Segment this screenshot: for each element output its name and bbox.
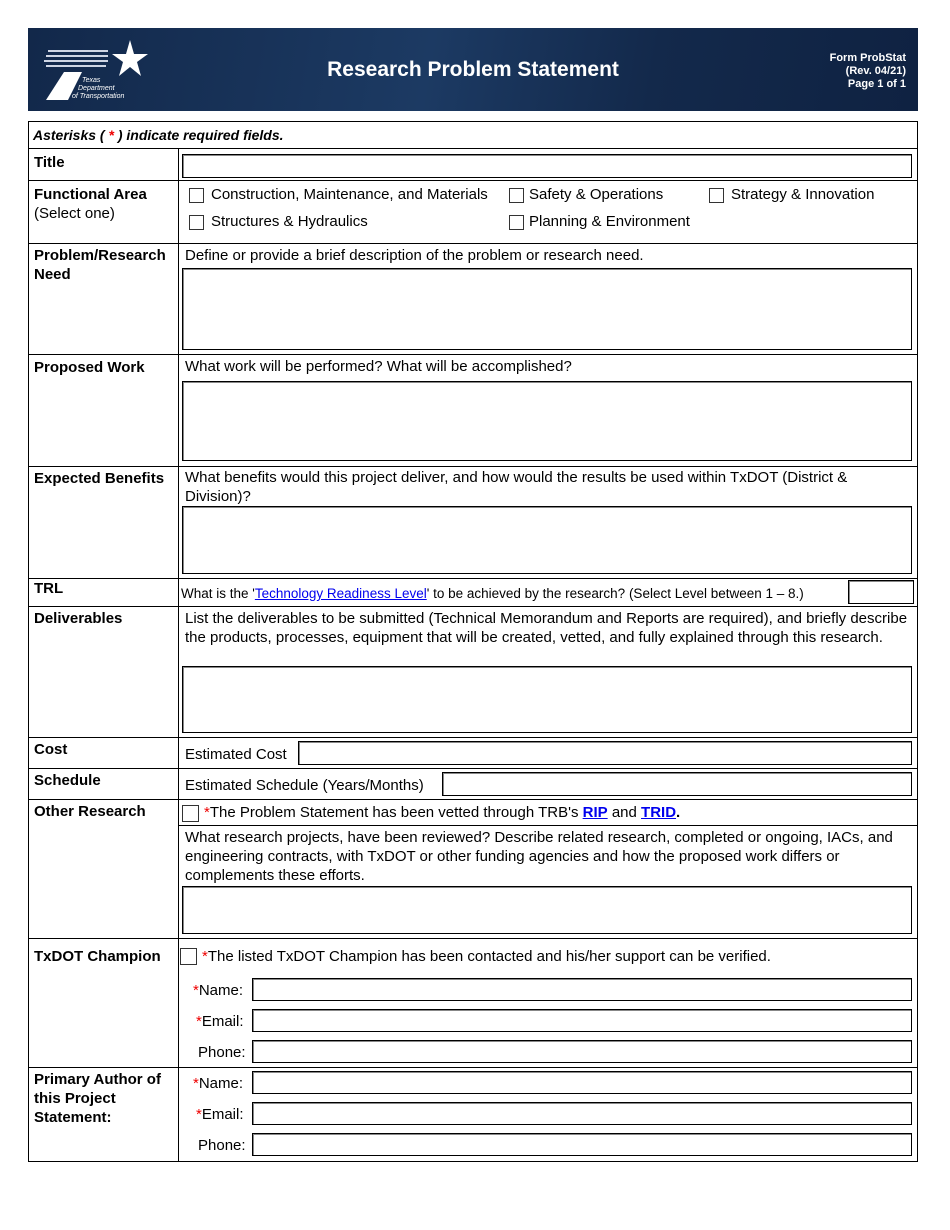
form-meta [830, 52, 906, 91]
cost-field-label: Estimated Cost [185, 746, 287, 763]
other-research-label: Other Research [34, 803, 146, 820]
trl-link[interactable]: Technology Readiness Level [254, 586, 427, 601]
checkbox-vetted[interactable] [182, 805, 199, 822]
proposed-label: Proposed Work [34, 359, 145, 376]
other-research-input[interactable] [182, 886, 912, 934]
svg-text:Texas: Texas [82, 77, 101, 84]
proposed-input[interactable] [182, 381, 912, 461]
svg-text:Department: Department [78, 85, 115, 92]
problem-label: Problem/Research Need [34, 247, 166, 283]
champion-name-label: *Name: [193, 982, 244, 999]
benefits-prompt: What benefits would this project deliver, and how would the results be used within TxDOT (District & Division)? [185, 469, 848, 505]
schedule-label: Schedule [34, 772, 101, 789]
required-note: Asterisks ( * ) indicate required fields. [33, 127, 284, 143]
vetted-text: *The Problem Statement has been vetted through TRB's RIP and TRID. [204, 804, 681, 821]
author-phone-label: Phone: [198, 1137, 246, 1154]
functional-area-sublabel: (Select one) [34, 205, 115, 222]
trl-input[interactable] [848, 580, 914, 604]
checkbox-strategy[interactable] [709, 188, 724, 203]
option-label: Strategy & Innovation [731, 186, 875, 203]
option-label: Safety & Operations [529, 186, 664, 203]
proposed-prompt: What work will be performed? What will be accomplished? [185, 358, 572, 375]
deliverables-input[interactable] [182, 666, 912, 733]
form-revision: (Rev. 04/21) [845, 65, 906, 77]
rip-link[interactable]: RIP [582, 804, 608, 821]
champion-phone-input[interactable] [252, 1040, 912, 1063]
schedule-input[interactable] [442, 772, 912, 796]
author-phone-input[interactable] [252, 1133, 912, 1156]
trl-prompt: What is the 'Technology Readiness Level' to be achieved by the research? (Select Level between 1 – 8.) [181, 586, 804, 601]
functional-area-label: Functional Area [34, 186, 147, 203]
form-id: Form ProbStat [829, 52, 906, 64]
champion-name-input[interactable] [252, 978, 912, 1001]
author-name-label: *Name: [193, 1075, 244, 1092]
title-label: Title [34, 154, 65, 171]
option-label: Construction, Maintenance, and Materials [211, 186, 488, 203]
benefits-label: Expected Benefits [34, 470, 165, 487]
champion-phone-label: Phone: [198, 1044, 246, 1061]
deliverables-label: Deliverables [34, 610, 123, 627]
champion-check-text: *The listed TxDOT Champion has been contacted and his/her support can be verified. [202, 948, 771, 965]
schedule-field-label: Estimated Schedule (Years/Months) [185, 777, 424, 794]
benefits-input[interactable] [182, 506, 912, 574]
cost-label: Cost [34, 741, 68, 758]
checkbox-champion[interactable] [180, 948, 197, 965]
cost-input[interactable] [298, 741, 912, 765]
checkbox-structures[interactable] [189, 215, 204, 230]
checkbox-construction[interactable] [189, 188, 204, 203]
deliverables-prompt: List the deliverables to be submitted (Technical Memorandum and Reports are required), and briefly describe the products, processes, equipment that will be created, vetted, and fully explained through this research. [185, 610, 908, 646]
option-label: Planning & Environment [529, 213, 690, 230]
other-research-prompt: What research projects, have been reviewed? Describe related research, completed or ongoing, IACs, and engineering contracts, with TxDOT or other funding agencies and how the proposed work differs or complements these efforts. [185, 829, 893, 884]
trid-link[interactable]: TRID [641, 804, 677, 821]
checkbox-safety[interactable] [509, 188, 524, 203]
champion-label: TxDOT Champion [34, 948, 161, 965]
problem-prompt: Define or provide a brief description of the problem or research need. [185, 247, 644, 264]
page-title: Research Problem Statement [327, 58, 619, 81]
champion-email-label: *Email: [196, 1013, 244, 1030]
option-label: Structures & Hydraulics [211, 213, 368, 230]
author-email-input[interactable] [252, 1102, 912, 1125]
problem-input[interactable] [182, 268, 912, 350]
champion-email-input[interactable] [252, 1009, 912, 1032]
trl-label: TRL [34, 580, 64, 597]
page-number: Page 1 of 1 [847, 78, 906, 90]
form-header [28, 28, 918, 111]
author-name-input[interactable] [252, 1071, 912, 1094]
svg-text:of Transportation: of Transportation [72, 93, 125, 100]
title-input[interactable] [182, 154, 912, 178]
checkbox-planning[interactable] [509, 215, 524, 230]
author-email-label: *Email: [196, 1106, 244, 1123]
author-label: Primary Author of this Project Statement: [34, 1071, 161, 1126]
